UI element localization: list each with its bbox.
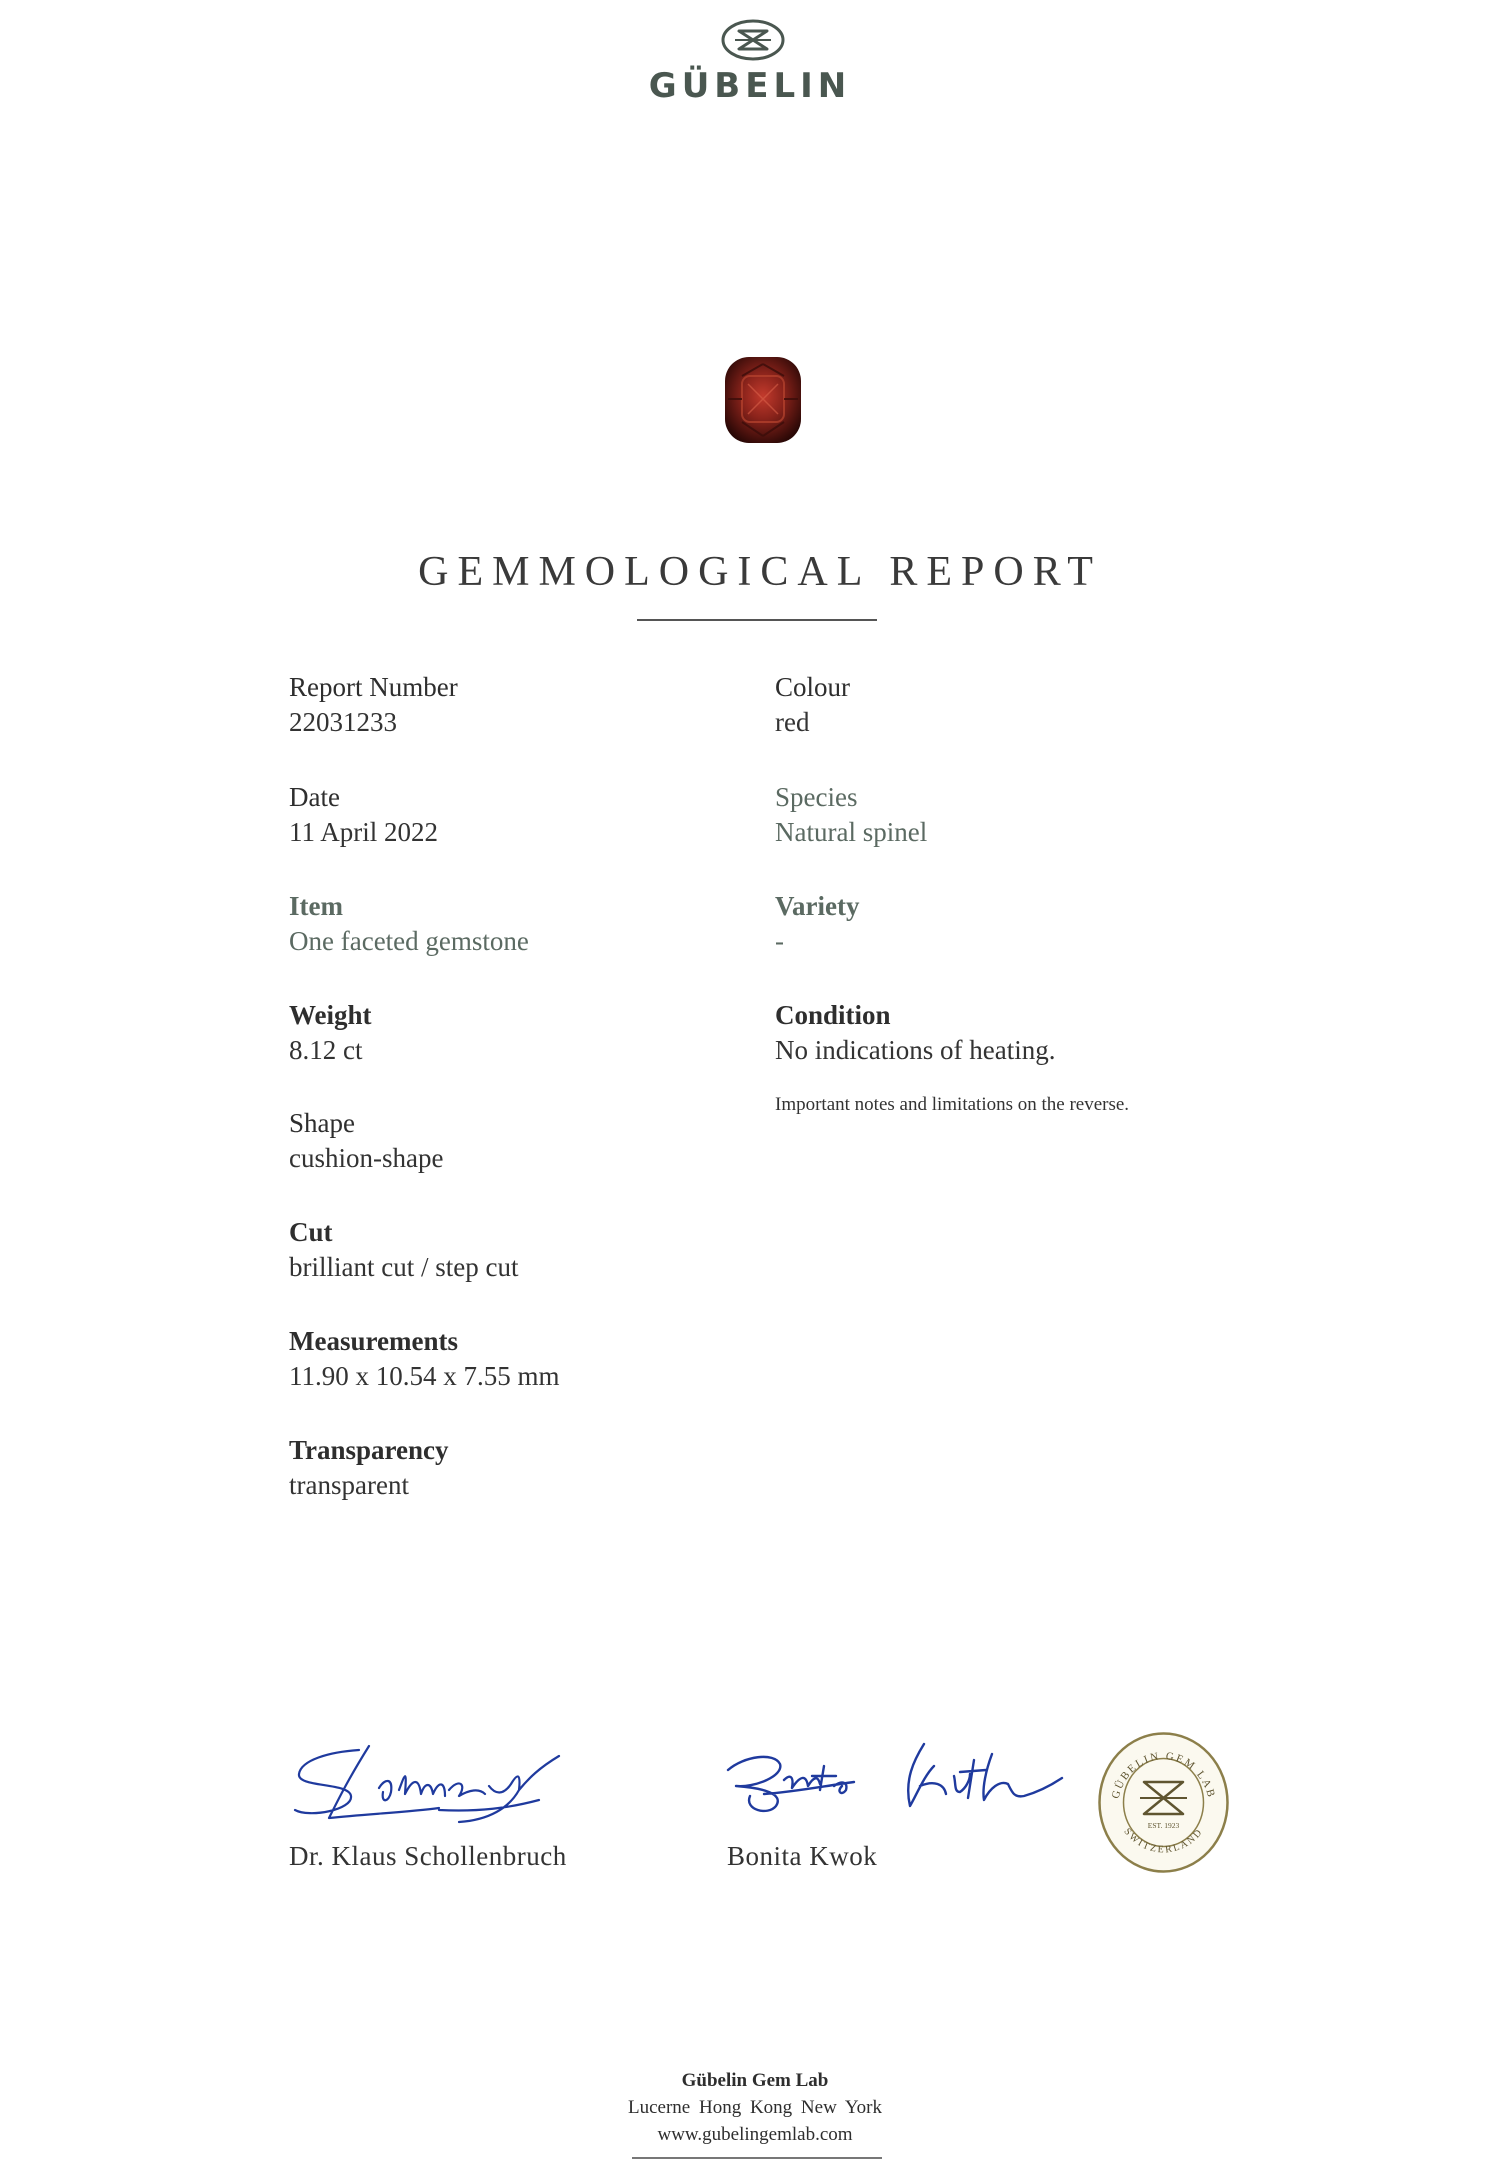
field-value: brilliant cut / step cut <box>289 1252 519 1282</box>
gemstone-image <box>722 354 804 446</box>
field-value: 11.90 x 10.54 x 7.55 mm <box>289 1361 560 1391</box>
field-transparency <box>289 1433 809 1503</box>
field-shape <box>289 1106 809 1176</box>
field-label: Weight <box>289 1000 372 1030</box>
field-report-number <box>289 670 809 740</box>
signatory-name: Dr. Klaus Schollenbruch <box>289 1841 567 1871</box>
field-label: Item <box>289 891 343 921</box>
field-value: Natural spinel <box>775 817 928 847</box>
field-value: 22031233 <box>289 707 397 737</box>
field-condition <box>775 998 1295 1068</box>
field-measurements <box>289 1324 809 1394</box>
field-value: No indications of heating. <box>775 1035 1056 1065</box>
footer-website: www.gubelingemlab.com <box>657 2124 853 2145</box>
field-value: 8.12 ct <box>289 1035 363 1065</box>
field-date <box>289 780 809 850</box>
field-value: - <box>775 926 784 956</box>
field-weight <box>289 998 809 1068</box>
report-title: GEMMOLOGICAL REPORT <box>418 549 1102 595</box>
title-divider <box>637 619 877 621</box>
footer-divider <box>632 2157 882 2159</box>
gubelin-logo-icon <box>720 18 786 62</box>
brand-wordmark: GÜBELIN <box>648 66 852 106</box>
field-species <box>775 780 1295 850</box>
field-label: Cut <box>289 1217 333 1247</box>
field-label: Transparency <box>289 1435 449 1465</box>
field-value: red <box>775 707 810 737</box>
signatory-name: Bonita Kwok <box>727 1841 878 1871</box>
field-value: cushion-shape <box>289 1143 444 1173</box>
field-label: Variety <box>775 891 860 921</box>
field-item <box>289 889 809 959</box>
field-label: Measurements <box>289 1326 458 1356</box>
field-label: Date <box>289 782 340 812</box>
field-value: 11 April 2022 <box>289 817 439 847</box>
field-value: One faceted gemstone <box>289 926 529 956</box>
field-label: Colour <box>775 672 851 702</box>
footer-locations: Lucerne Hong Kong New York <box>628 2097 882 2118</box>
svg-text:SWITZERLAND: SWITZERLAND <box>1121 1826 1206 1856</box>
signature-kwok <box>724 1736 1064 1822</box>
svg-text:EST. 1923: EST. 1923 <box>1147 1821 1180 1830</box>
footer-lab-name: Gübelin Gem Lab <box>681 2070 829 2091</box>
field-label: Shape <box>289 1108 355 1138</box>
gubelin-gem-lab-seal <box>1096 1730 1231 1875</box>
field-label: Report Number <box>289 672 458 702</box>
field-variety <box>775 889 1295 959</box>
field-label: Species <box>775 782 858 812</box>
signature-schollenbruch <box>289 1738 589 1826</box>
field-cut <box>289 1215 809 1285</box>
field-colour <box>775 670 1295 740</box>
svg-text:GÜBELIN GEM LAB: GÜBELIN GEM LAB <box>1109 1750 1218 1801</box>
field-label: Condition <box>775 1000 891 1030</box>
reverse-notes-text: Important notes and limitations on the reverse. <box>775 1094 1130 1115</box>
field-value: transparent <box>289 1470 409 1500</box>
